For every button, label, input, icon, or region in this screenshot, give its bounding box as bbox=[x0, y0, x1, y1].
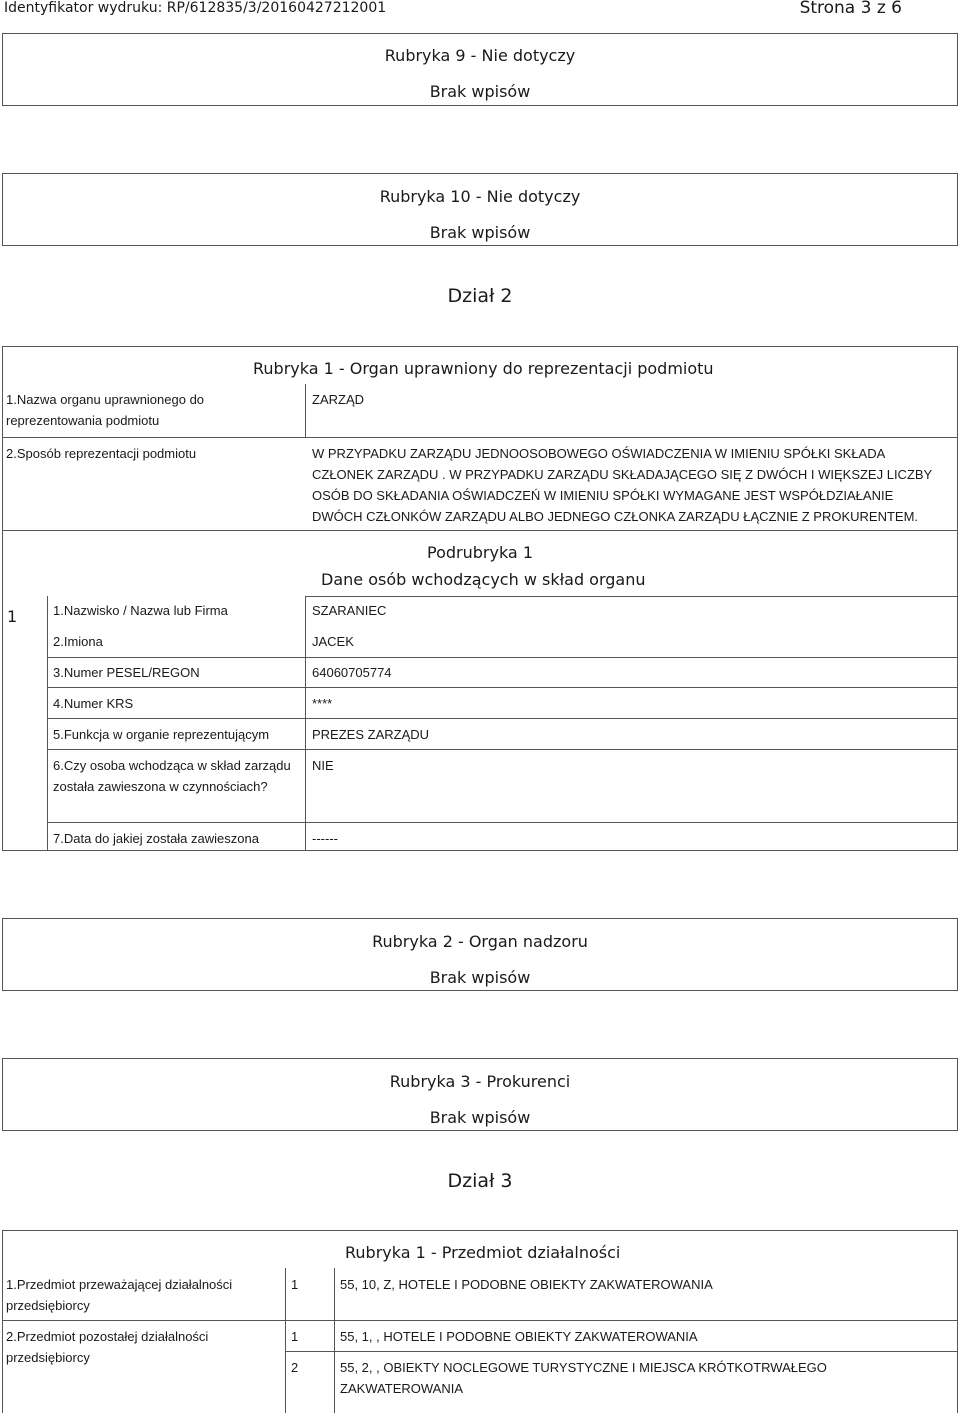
rubryka-10-status: Brak wpisów bbox=[429, 223, 531, 242]
activity-title: Rubryka 1 - Przedmiot działalności bbox=[345, 1243, 621, 1262]
rubryka-3-status: Brak wpisów bbox=[429, 1108, 531, 1127]
person-suspended-label: 6.Czy osoba wchodząca w skład zarządu została zawieszona w czynnościach? bbox=[53, 758, 291, 794]
other-activity-label: 2.Przedmiot pozostałej działalności przedsiębiorcy bbox=[6, 1329, 209, 1365]
organ-divider bbox=[305, 384, 306, 437]
main-activity-no: 1 bbox=[291, 1277, 299, 1292]
rubryka-10-title: Rubryka 10 - Nie dotyczy bbox=[379, 187, 581, 206]
person-surname-value: SZARANIEC bbox=[312, 603, 387, 618]
rubryka-2-status: Brak wpisów bbox=[429, 968, 531, 987]
person-krs-value: **** bbox=[312, 696, 333, 711]
podrubryka-subtitle: Dane osób wchodzących w skład organu bbox=[321, 570, 646, 589]
rubryka-10-box bbox=[2, 173, 958, 246]
other-activity-text-2: 55, 2, , OBIEKTY NOCLEGOWE TURYSTYCZNE I MIEJSCA KRÓTKOTRWAŁEGO ZAKWATEROWANIA bbox=[340, 1360, 827, 1396]
person-firstname-label: 2.Imiona bbox=[53, 634, 103, 649]
rubryka-3-title: Rubryka 3 - Prokurenci bbox=[389, 1072, 571, 1091]
organ-name-label: 1.Nazwa organu uprawnionego do reprezentowania podmiotu bbox=[6, 392, 205, 428]
person-pesel-value: 64060705774 bbox=[312, 665, 392, 680]
representation-method-value: W PRZYPADKU ZARZĄDU JEDNOOSOBOWEGO OŚWIADCZENIA W IMIENIU SPÓŁKI SKŁADA CZŁONEK ZARZĄDU . W PRZYPADKU ZARZĄDU SKŁADAJĄCEGO SIĘ Z DWÓCH I WIĘKSZEJ LICZBY OSÓB DO SKŁADANIA OŚWIADCZEŃ W IMIENIU SPÓŁKI WYMAGANE JEST WSPÓŁDZIAŁANIE DWÓCH CZŁONKÓW ZARZĄDU ALBO JEDNEGO CZŁONKA ZARZĄDU ŁĄCZNIE Z PROKURENTEM. bbox=[312, 446, 932, 524]
person-index-divider bbox=[47, 596, 48, 851]
main-activity-label: 1.Przedmiot przeważającej działalności przedsiębiorcy bbox=[6, 1277, 233, 1313]
organ-representation-title: Rubryka 1 - Organ uprawniony do reprezentacji podmiotu bbox=[253, 359, 714, 378]
rubryka-9-title: Rubryka 9 - Nie dotyczy bbox=[384, 46, 576, 65]
person-krs-label: 4.Numer KRS bbox=[53, 696, 134, 711]
section-dzial-2-title: Dział 2 bbox=[447, 285, 513, 307]
person-pesel-label: 3.Numer PESEL/REGON bbox=[53, 665, 200, 680]
print-identifier: Identyfikator wydruku: RP/612835/3/20160427212001 bbox=[4, 0, 387, 16]
main-activity-text: 55, 10, Z, HOTELE I PODOBNE OBIEKTY ZAKWATEROWANIA bbox=[340, 1277, 713, 1292]
page-number: Strona 3 z 6 bbox=[799, 0, 902, 18]
person-firstname-value: JACEK bbox=[312, 634, 354, 649]
rubryka-9-status: Brak wpisów bbox=[429, 82, 531, 101]
organ-name-value: ZARZĄD bbox=[312, 392, 364, 407]
podrubryka-title: Podrubryka 1 bbox=[427, 543, 533, 562]
person-index: 1 bbox=[7, 607, 18, 626]
person-function-value: PREZES ZARZĄDU bbox=[312, 727, 430, 742]
person-suspension-date-value: ------ bbox=[312, 831, 338, 846]
person-surname-label: 1.Nazwisko / Nazwa lub Firma bbox=[53, 603, 228, 618]
other-activity-no-1: 1 bbox=[291, 1329, 299, 1344]
organ-row-divider bbox=[2, 437, 958, 438]
representation-method-label: 2.Sposób reprezentacji podmiotu bbox=[6, 446, 197, 461]
person-suspension-date-label: 7.Data do jakiej została zawieszona bbox=[53, 831, 259, 846]
rubryka-9-box bbox=[2, 33, 958, 106]
rubryka-2-box bbox=[2, 918, 958, 991]
section-dzial-3-title: Dział 3 bbox=[447, 1170, 513, 1192]
other-activity-text-1: 55, 1, , HOTELE I PODOBNE OBIEKTY ZAKWATEROWANIA bbox=[340, 1329, 698, 1344]
rubryka-3-box bbox=[2, 1058, 958, 1131]
person-suspended-value: NIE bbox=[312, 758, 334, 773]
other-activity-no-2: 2 bbox=[291, 1360, 299, 1375]
person-function-label: 5.Funkcja w organie reprezentującym bbox=[53, 727, 270, 742]
rubryka-2-title: Rubryka 2 - Organ nadzoru bbox=[372, 932, 588, 951]
